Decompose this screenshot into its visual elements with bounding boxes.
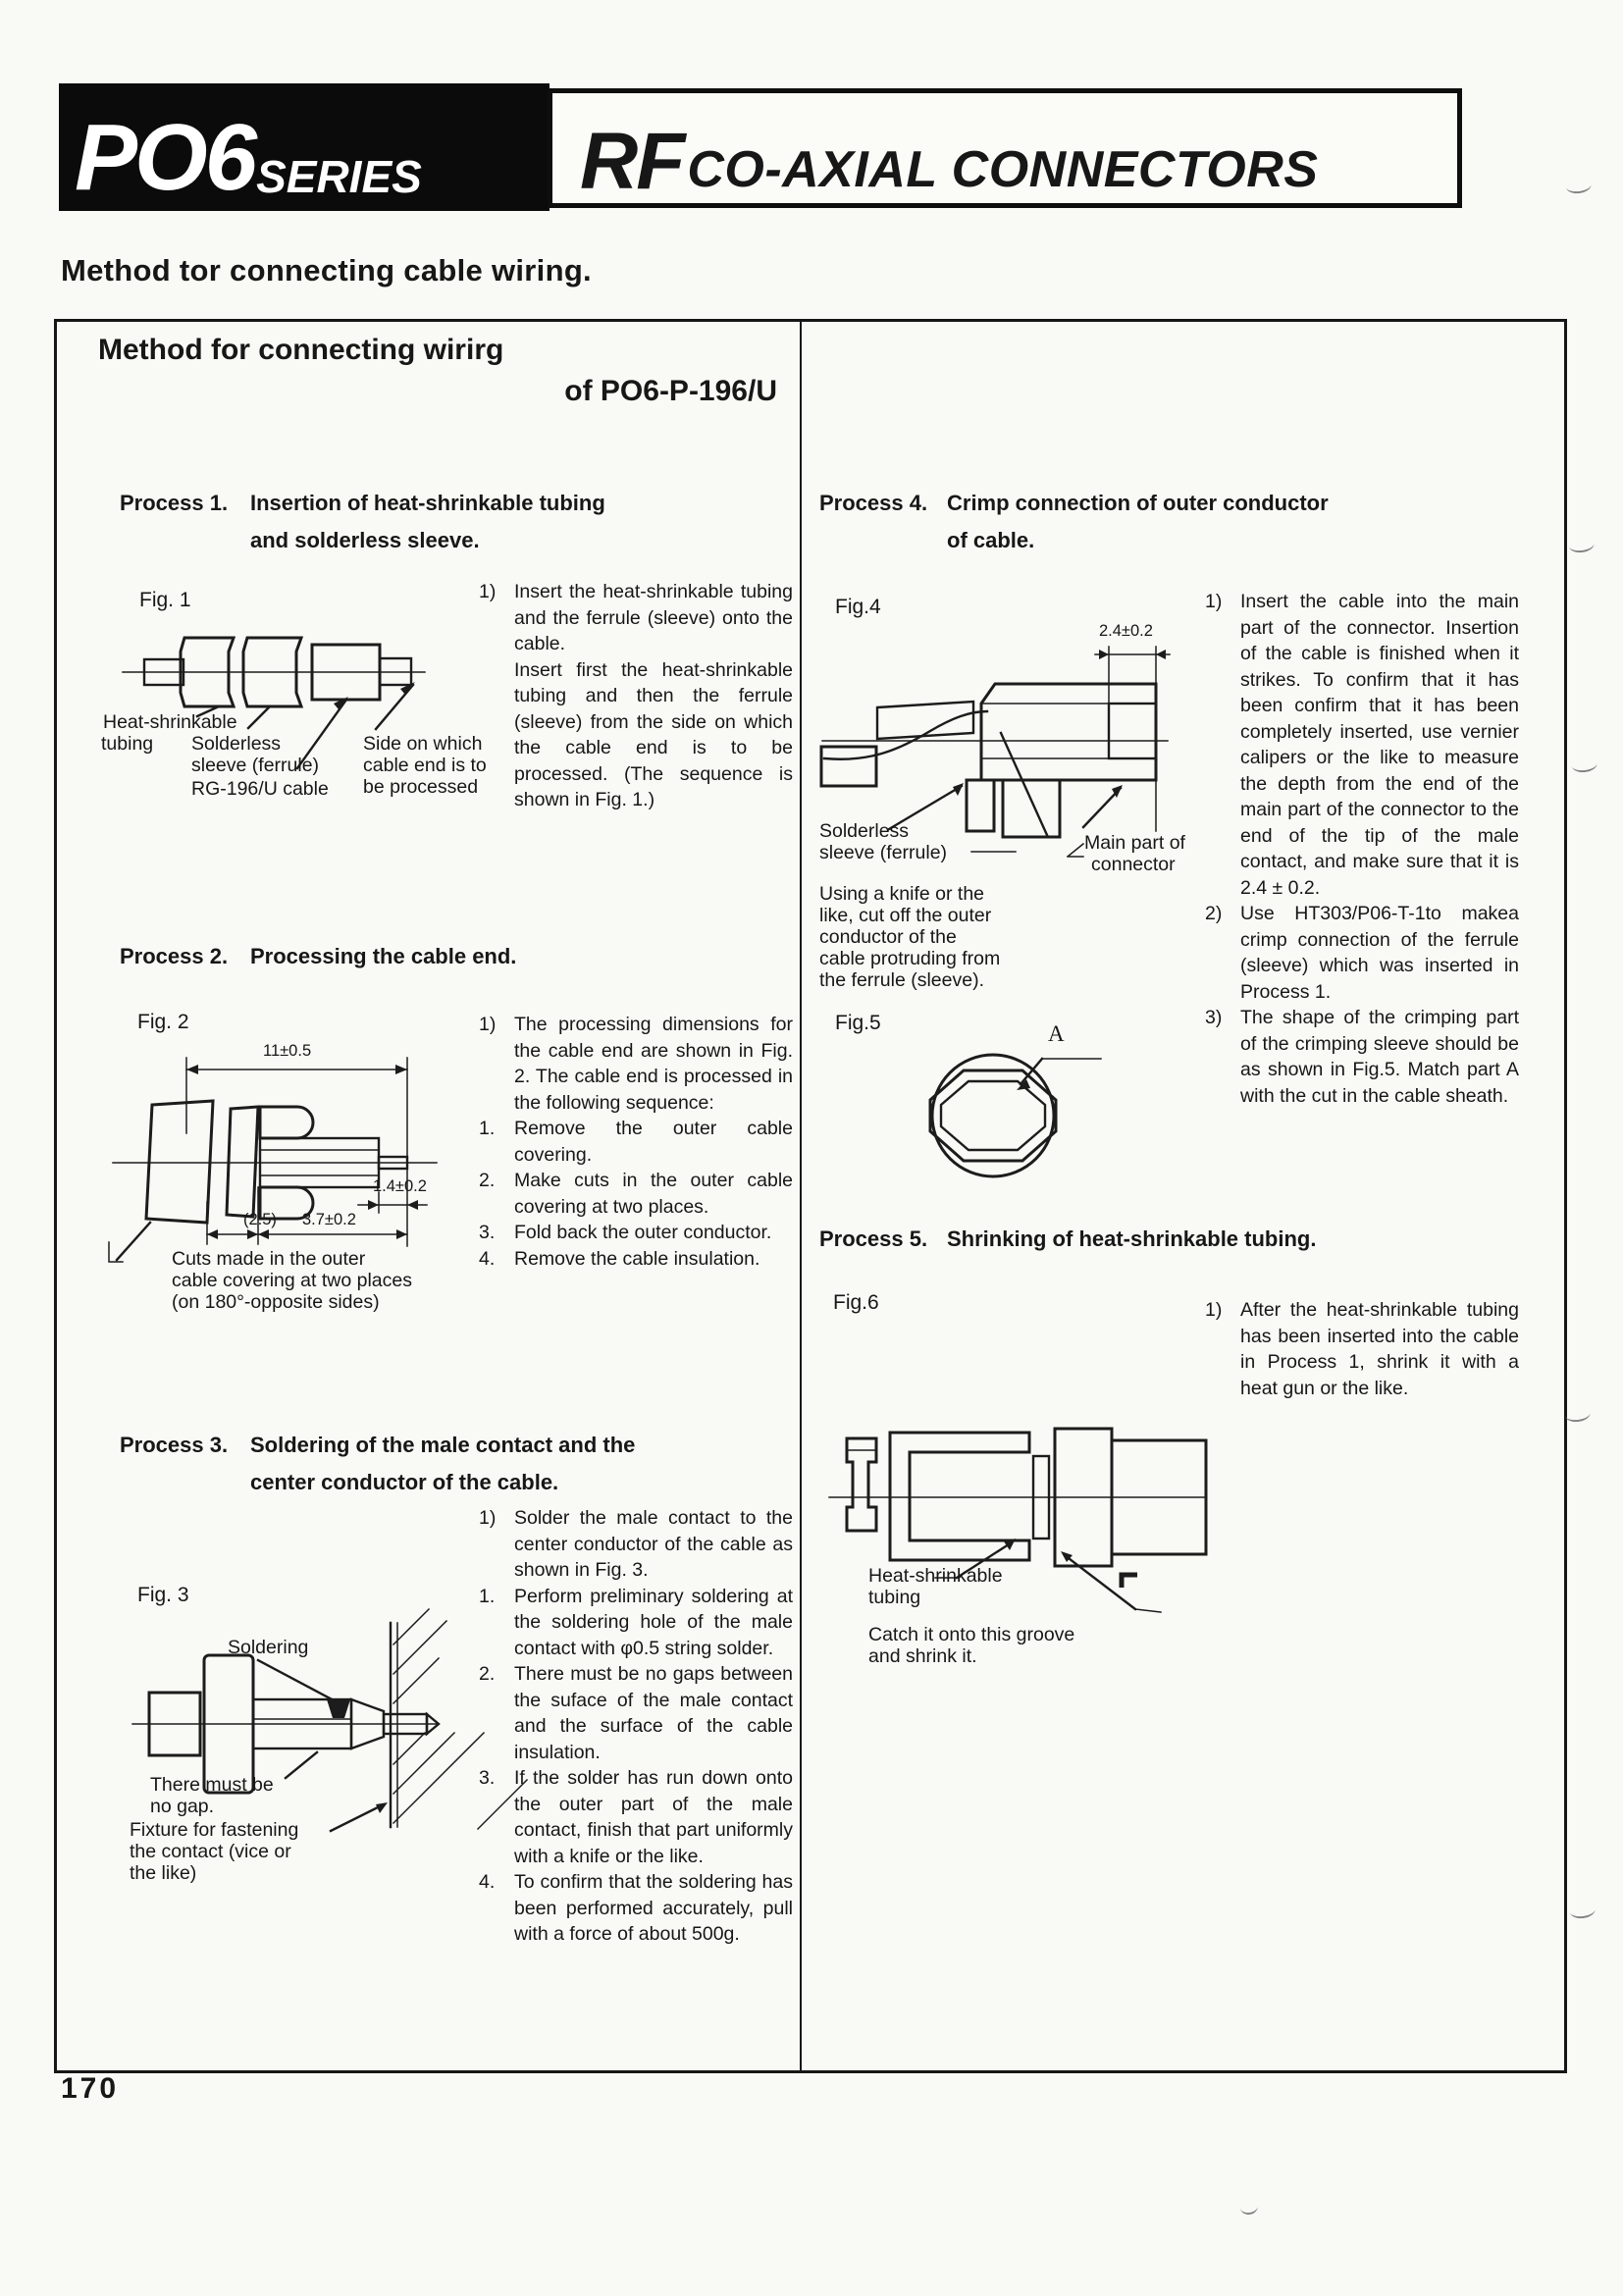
fig6-ann-catch-2: and shrink it. xyxy=(868,1645,977,1667)
process3-title-line2: center conductor of the cable. xyxy=(250,1470,559,1494)
process5-title: Shrinking of heat-shrinkable tubing. xyxy=(947,1226,1317,1251)
step-item: 1) After the heat-shrinkable tubing has been inserted into the cable in Process 1, shrink it with a heat gun or the like. xyxy=(1205,1299,1519,1399)
process5-label: Process 5. xyxy=(819,1226,928,1251)
step-item: 1. Perform preliminary soldering at the soldering hole of the male contact with φ0.5 string solder. xyxy=(479,1585,793,1659)
fig5-label: Fig.5 xyxy=(835,1012,881,1034)
step-item: 2. There must be no gaps between the suface of the male contact and the surface of the cable insulation. xyxy=(479,1663,793,1763)
fig6-label: Fig.6 xyxy=(833,1291,879,1314)
fig3-ann-fixture-3: the like) xyxy=(130,1862,197,1884)
process5-steps xyxy=(1205,1297,1519,1401)
process4-steps xyxy=(1205,589,1519,1109)
scan-artifact xyxy=(1239,2203,1258,2216)
product-prefix: RF xyxy=(580,117,684,207)
step-item: 1) The processing dimensions for the cable end are shown in Fig. 2. The cable end is processed in the following sequence: xyxy=(479,1014,793,1114)
series-suffix: SERIES xyxy=(256,150,422,202)
fig5-part-a-label: A xyxy=(1048,1021,1065,1046)
fig4-note-knife-5: the ferrule (sleeve). xyxy=(819,969,984,991)
step-item: 3. If the solder has run down onto the outer part of the male contact, finish that part uniformly with a knife or the like. xyxy=(479,1767,793,1867)
step-item: 2. Make cuts in the outer cable covering at two places. xyxy=(479,1170,793,1218)
step-item: 1. Remove the outer cable covering. xyxy=(479,1118,793,1166)
fig4-note-knife-1: Using a knife or the xyxy=(819,883,985,905)
fig2-dim-total: 11±0.5 xyxy=(263,1042,312,1060)
fig1-ann-solderless-1: Solderless xyxy=(191,733,282,755)
step-item: 3) The shape of the crimping part of the crimping sleeve should be as shown in Fig.5. Match part A with the cut in the cable sheath. xyxy=(1205,1007,1519,1107)
fig4-ann-solderless-2: sleeve (ferrule) xyxy=(819,842,948,863)
fig2-caption-1: Cuts made in the outer xyxy=(172,1248,366,1270)
product-title: CO-AXIAL CONNECTORS xyxy=(687,141,1319,199)
scan-artifact xyxy=(1571,759,1597,773)
fig3-ann-gap-2: no gap. xyxy=(150,1796,215,1817)
fig4-dim: 2.4±0.2 xyxy=(1099,622,1153,640)
step-item: 1) Solder the male contact to the center conductor of the cable as shown in Fig. 3. xyxy=(479,1507,793,1581)
process1-title-line2: and solderless sleeve. xyxy=(250,528,480,552)
fig4-ann-solderless-1: Solderless xyxy=(819,820,910,842)
content-box xyxy=(54,319,1567,2073)
fig4-note-knife-4: cable protruding from xyxy=(819,948,1001,969)
fig3-ann-soldering: Soldering xyxy=(228,1637,309,1658)
fig4-note-knife-3: conductor of the xyxy=(819,926,957,948)
scan-artifact xyxy=(1569,1905,1596,1919)
fig1-ann-heatshrink-1: Heat-shrinkable xyxy=(103,711,237,733)
process4-label: Process 4. xyxy=(819,491,928,515)
box-title-line1: Method for connecting wirirg xyxy=(98,334,504,366)
scan-artifact xyxy=(1564,1409,1591,1423)
process3-title-line1: Soldering of the male contact and the xyxy=(250,1433,636,1457)
step-item: 1) Insert the cable into the main part of the connector. Insertion of the cable is finished when it strikes. To confirm that it has been confirm that it has been completely inserted, use vernier calipers or the like to measure the depth from the end of the main part of the connector to the end of the tip of the male contact, and make sure that it is 2.4 ± 0.2. xyxy=(1205,591,1519,899)
fig2-dim-tip: 1.4±0.2 xyxy=(373,1177,427,1195)
fig1-label: Fig. 1 xyxy=(139,589,191,611)
process1-label: Process 1. xyxy=(120,491,229,515)
process2-steps xyxy=(479,1012,793,1272)
fig1-ann-side-2: cable end is to xyxy=(363,755,487,776)
fig2-caption-2: cable covering at two places xyxy=(172,1270,412,1291)
fig2-label: Fig. 2 xyxy=(137,1011,189,1033)
column-divider xyxy=(800,322,802,2070)
fig1-ann-side-3: be processed xyxy=(363,776,479,798)
fig1-ann-side-1: Side on which xyxy=(363,733,483,755)
fig1-ann-heatshrink-2: tubing xyxy=(101,733,154,755)
fig3-label: Fig. 3 xyxy=(137,1584,189,1606)
fig6-ann-catch-1: Catch it onto this groove xyxy=(868,1624,1075,1645)
process3-label: Process 3. xyxy=(120,1433,229,1457)
series-name: PO6 xyxy=(75,105,255,211)
fig4-note-knife-2: like, cut off the outer xyxy=(819,905,992,926)
process1-title-line1: Insertion of heat-shrinkable tubing xyxy=(250,491,605,515)
step-item: Insert first the heat-shrinkable tubing and then the ferrule (sleeve) from the side on which the cable end is to be processed. (The sequence is shown in Fig. 1.) xyxy=(514,658,793,810)
fig4-ann-mainpart-1: Main part of xyxy=(1084,832,1185,854)
page-number: 170 xyxy=(61,2072,120,2105)
fig5-drawing xyxy=(873,1025,1148,1182)
fig2-caption-3: (on 180°-opposite sides) xyxy=(172,1291,380,1313)
fig4-ann-mainpart-2: connector xyxy=(1091,854,1176,875)
fig3-ann-fixture-1: Fixture for fastening xyxy=(130,1819,299,1841)
process2-title: Processing the cable end. xyxy=(250,944,517,968)
process3-steps xyxy=(479,1505,793,1948)
scan-artifact xyxy=(1565,181,1592,194)
process2-label: Process 2. xyxy=(120,944,229,968)
fig2-dim-strip: 3.7±0.2 xyxy=(302,1211,356,1228)
fig6-ann-heatshrink-1: Heat-shrinkable xyxy=(868,1565,1003,1587)
step-item: 4. Remove the cable insulation. xyxy=(479,1247,760,1270)
box-title-line2: of PO6-P-196/U xyxy=(564,375,777,407)
process4-title-line1: Crimp connection of outer conductor xyxy=(947,491,1329,515)
step-item: 4. To confirm that the soldering has been performed accurately, pull with a force of about 500g. xyxy=(479,1871,793,1945)
scan-artifact xyxy=(1568,540,1595,553)
process1-steps xyxy=(479,579,793,813)
fig1-ann-cable: RG-196/U cable xyxy=(191,778,329,800)
step-item: 2) Use HT303/P06-T-1to makea crimp connection of the ferrule (sleeve) which was inserted in Process 1. xyxy=(1205,903,1519,1003)
fig3-ann-fixture-2: the contact (vice or xyxy=(130,1841,291,1862)
fig1-ann-solderless-2: sleeve (ferrule) xyxy=(191,755,320,776)
fig6-ann-heatshrink-2: tubing xyxy=(868,1587,921,1608)
fig2-dim-cut: (2.5) xyxy=(243,1211,277,1228)
fig3-ann-gap-1: There must be xyxy=(150,1774,274,1796)
step-item: 1) Insert the heat-shrinkable tubing and the ferrule (sleeve) onto the cable. xyxy=(479,581,793,654)
process4-title-line2: of cable. xyxy=(947,528,1035,552)
page-heading: Method tor connecting cable wiring. xyxy=(61,253,592,287)
product-banner xyxy=(548,88,1462,208)
series-banner xyxy=(59,83,550,211)
step-item: 3. Fold back the outer conductor. xyxy=(479,1222,772,1243)
fig4-label: Fig.4 xyxy=(835,596,881,618)
